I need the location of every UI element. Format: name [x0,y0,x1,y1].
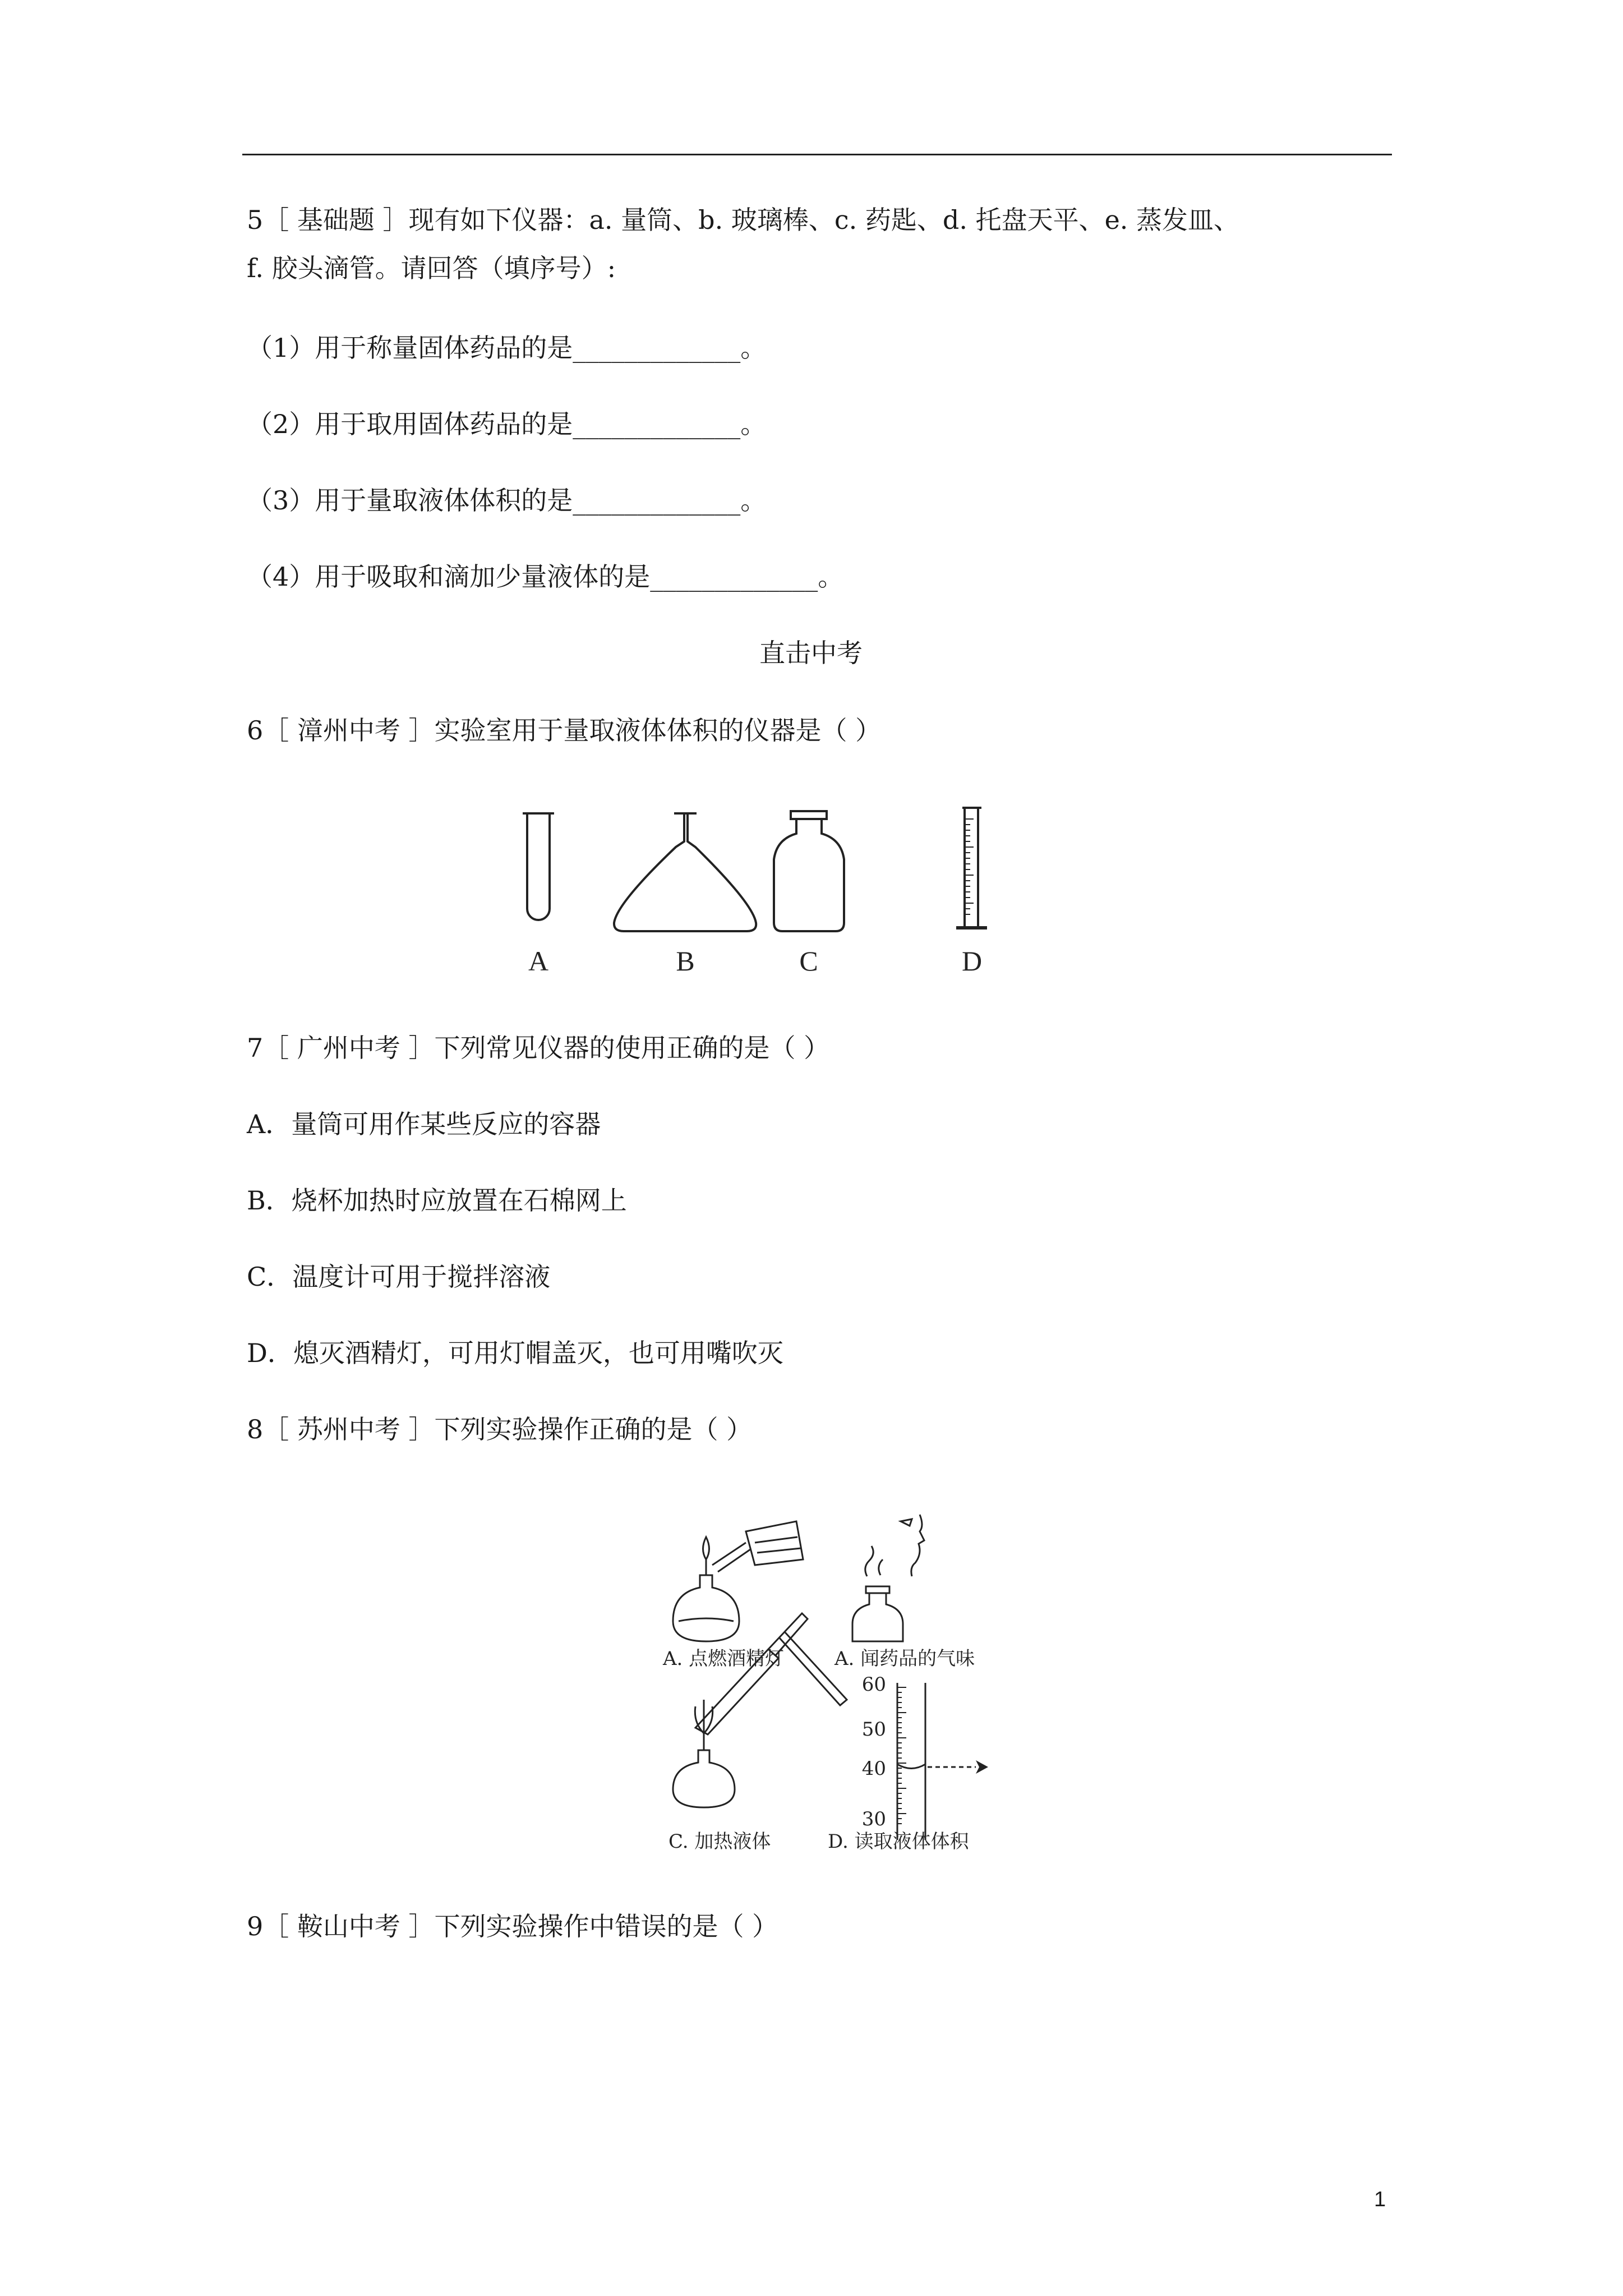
q6-figure [494,797,1133,982]
q8-figure [656,1509,993,1868]
section-title: 直击中考 [759,638,863,668]
q5-sub3: （3）用于量取液体体积的是_____________。 [247,485,767,516]
scale-60: 60 [861,1673,886,1696]
q7-option-d: D．熄灭酒精灯，可用灯帽盖灭，也可用嘴吹灭 [247,1338,783,1368]
scale-50: 50 [861,1718,886,1741]
q8-text: 8［ 苏州中考 ］下列实验操作正确的是（ ） [247,1414,753,1444]
q9-text: 9［ 鞍山中考 ］下列实验操作中错误的是（ ） [247,1911,778,1941]
caption-c: C. 加热液体 [668,1830,771,1853]
caption-b: A. 闻药品的气味 [834,1648,975,1670]
reagent-bottle-icon [774,811,844,931]
q5-sub1: （1）用于称量固体药品的是_____________。 [247,333,767,363]
alcohol-lamp-icon [673,1521,803,1641]
eye-arrow-icon [976,1760,988,1774]
label-b: B [676,945,695,977]
q5-line2: f. 胶头滴管。请回答（填序号）: [247,253,616,283]
q7-option-a: A．量筒可用作某些反应的容器 [247,1109,601,1139]
label-d: D [961,945,983,977]
reagent-bottle-smell-icon [852,1515,924,1641]
q7-text: 7［ 广州中考 ］下列常见仪器的使用正确的是（ ） [247,1033,830,1063]
q5-line1: 5［ 基础题 ］现有如下仪器：a. 量筒、b. 玻璃棒、c. 药匙、d. 托盘天平、e. 蒸发皿、 [247,205,1240,235]
scale-40: 40 [861,1757,886,1780]
read-volume-cylinder-icon [897,1683,925,1840]
q7-option-c: C．温度计可用于搅拌溶液 [247,1262,551,1292]
q7-option-b: B．烧杯加热时应放置在石棉网上 [247,1185,627,1216]
q5-sub4: （4）用于吸取和滴加少量液体的是_____________。 [247,562,844,592]
page-number: 1 [1374,2188,1386,2211]
conical-flask-icon [614,813,756,931]
scale-30: 30 [861,1808,886,1830]
label-a: A [528,945,549,977]
test-tube-icon [523,813,554,920]
q6-text: 6［ 漳州中考 ］实验室用于量取液体体积的仪器是（ ） [247,715,882,746]
q5-sub2: （2）用于取用固体药品的是_____________。 [247,409,767,439]
graduated-cylinder-icon [956,808,987,928]
header-rule [242,154,1392,155]
label-c: C [799,945,818,977]
caption-a: A. 点燃酒精灯 [663,1648,785,1670]
heating-test-tube-icon [673,1613,847,1807]
caption-d: D. 读取液体体积 [828,1830,969,1853]
